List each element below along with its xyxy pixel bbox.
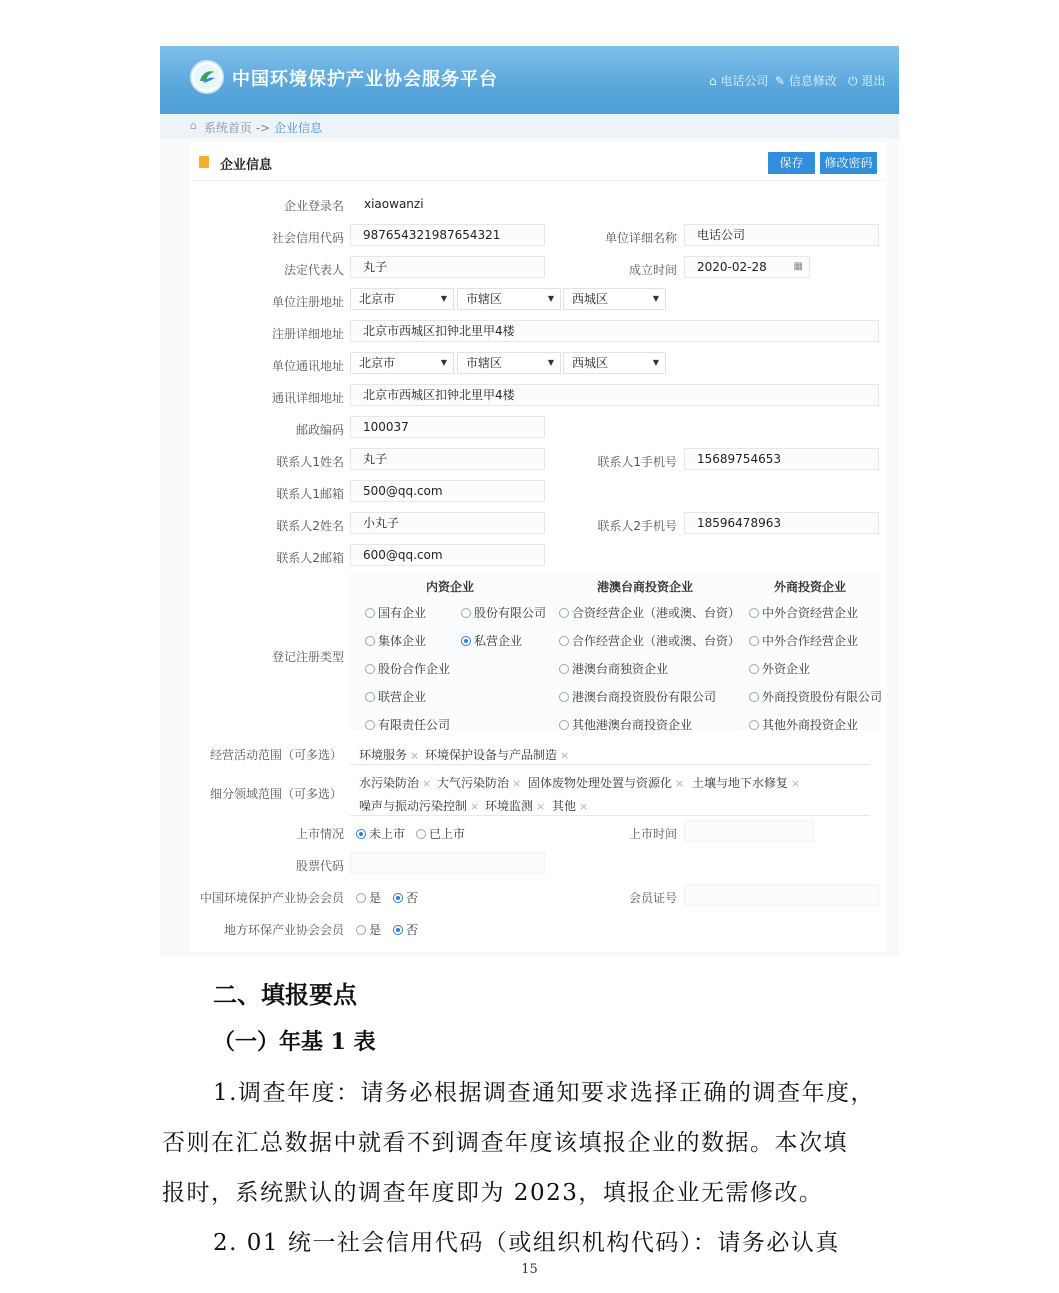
opt-label: 中外合资经营企业 — [762, 606, 859, 620]
opt-private[interactable] — [461, 632, 522, 649]
caret-down-icon: ▼ — [547, 294, 554, 303]
opt-label: 已上市 — [429, 827, 466, 841]
domain-tag[interactable] — [552, 797, 588, 814]
nav-company[interactable] — [709, 72, 768, 89]
domain-label: 细分领域范围（可多选） — [210, 787, 343, 801]
contact2-email-label: 联系人2邮箱 — [276, 551, 344, 565]
panel-header — [190, 142, 887, 181]
tag-label: 环境监测 — [485, 799, 534, 813]
founded-date-field[interactable] — [684, 256, 810, 278]
section-heading: 二、填报要点 — [213, 980, 357, 1009]
opt-label: 国有企业 — [378, 606, 427, 620]
divider — [350, 764, 870, 765]
opt-foreign-owned[interactable] — [749, 660, 810, 677]
reg-detail-field[interactable]: 北京市西城区扣钟北里甲4楼 — [350, 320, 879, 342]
member-cn-no-radio[interactable] — [393, 889, 418, 906]
founded-label: 成立时间 — [628, 263, 677, 277]
contact1-email-label: 联系人1邮箱 — [276, 487, 344, 501]
opt-label: 合作经营企业（港或澳、台资） — [572, 634, 741, 648]
header-banner — [160, 46, 899, 114]
power-icon: ⏻ — [848, 74, 858, 88]
scope-tag[interactable] — [425, 746, 569, 763]
opt-hmt-equity-jv[interactable] — [559, 604, 740, 621]
domain-tag[interactable] — [692, 774, 800, 791]
reg-detail-label: 注册详细地址 — [271, 327, 344, 341]
mail-province-select[interactable] — [350, 352, 454, 374]
opt-label: 有限责任公司 — [378, 718, 451, 732]
credit-code-label: 社会信用代码 — [271, 231, 344, 245]
tag-label: 环境服务 — [359, 748, 408, 762]
company-info-panel — [190, 142, 887, 952]
panel-title: 企业信息 — [220, 158, 273, 173]
site-title: 中国环境保护产业协会服务平台 — [232, 69, 498, 90]
contact1-phone-label: 联系人1手机号 — [597, 455, 677, 469]
domain-tag[interactable] — [485, 797, 545, 814]
mail-detail-label: 通讯详细地址 — [271, 391, 344, 405]
reg-city-select[interactable] — [457, 288, 561, 310]
listing-unlisted-radio[interactable] — [356, 825, 405, 842]
listing-label: 上市情况 — [295, 827, 344, 841]
opt-label: 集体企业 — [378, 634, 427, 648]
opt-label: 中外合作经营企业 — [762, 634, 859, 648]
contact2-phone-label: 联系人2手机号 — [597, 519, 677, 533]
group-domestic: 内资企业 — [425, 580, 474, 594]
caret-down-icon: ▼ — [440, 294, 447, 303]
opt-hmt-other[interactable] — [559, 716, 692, 733]
radio-icon — [365, 692, 375, 702]
opt-joint-venture[interactable] — [365, 688, 426, 705]
tag-label: 环境保护设备与产品制造 — [425, 748, 558, 762]
caret-down-icon: ▼ — [440, 358, 447, 367]
home-icon: ⌂ — [190, 119, 197, 132]
paragraph-line: 否则在汇总数据中就看不到调查年度该填报企业的数据。本次填 — [162, 1130, 848, 1156]
group-hmt: 港澳台商投资企业 — [596, 580, 693, 594]
radio-icon — [749, 664, 759, 674]
breadcrumb — [160, 114, 899, 138]
breadcrumb-current: 企业信息 — [274, 121, 323, 135]
opt-label: 否 — [406, 923, 419, 937]
nav-info-label: 信息修改 — [788, 74, 837, 88]
radio-icon — [749, 608, 759, 618]
edit-icon: ✎ — [775, 74, 786, 88]
radio-checked-icon — [356, 829, 366, 839]
contact1-name-label: 联系人1姓名 — [276, 455, 344, 469]
opt-collective[interactable] — [365, 632, 426, 649]
listing-time-label: 上市时间 — [628, 827, 677, 841]
radio-checked-icon — [393, 893, 403, 903]
login-name-label: 企业登录名 — [283, 199, 344, 213]
domain-tag[interactable] — [528, 774, 684, 791]
nav-logout[interactable] — [848, 72, 885, 89]
opt-foreign-stock[interactable] — [749, 688, 882, 705]
member-local-yes-radio[interactable] — [356, 921, 381, 938]
contact2-name-field[interactable]: 小丸子 — [350, 512, 545, 534]
radio-checked-icon — [461, 636, 471, 646]
opt-sino-foreign-equity[interactable] — [749, 604, 858, 621]
radio-icon — [559, 720, 569, 730]
radio-icon — [559, 608, 569, 618]
opt-hmt-coop-jv[interactable] — [559, 632, 740, 649]
opt-joint-stock-ltd[interactable] — [461, 604, 546, 621]
opt-hmt-sole[interactable] — [559, 660, 668, 677]
close-icon[interactable]: × — [675, 777, 685, 790]
breadcrumb-home[interactable]: 系统首页 — [204, 121, 253, 135]
mail-addr-label: 单位通讯地址 — [271, 359, 344, 373]
radio-icon — [749, 636, 759, 646]
platform-screenshot — [160, 46, 899, 956]
contact2-phone-field[interactable]: 18596478963 — [684, 512, 879, 534]
nav-company-label: 电话公司 — [720, 74, 769, 88]
opt-label: 外商投资股份有限公司 — [762, 690, 883, 704]
close-icon[interactable]: × — [512, 777, 522, 790]
radio-icon — [416, 829, 426, 839]
reg-type-label: 登记注册类型 — [271, 650, 344, 664]
member-cn-label: 中国环境保护产业协会会员 — [199, 891, 344, 905]
page-number: 15 — [521, 1262, 538, 1277]
opt-label: 合资经营企业（港或澳、台资） — [572, 606, 741, 620]
member-local-label: 地方环保产业协会会员 — [223, 923, 344, 937]
caret-down-icon: ▼ — [652, 294, 659, 303]
stock-code-field[interactable] — [350, 852, 545, 874]
member-cn-yes-radio[interactable] — [356, 889, 381, 906]
radio-icon — [749, 720, 759, 730]
contact1-email-field[interactable]: 500@qq.com — [350, 480, 545, 502]
reg-province-value: 北京市 — [359, 292, 396, 306]
paragraph-line: 报时，系统默认的调查年度即为 2023，填报企业无需修改。 — [162, 1180, 824, 1206]
radio-checked-icon — [393, 925, 403, 935]
group-foreign: 外商投资企业 — [773, 580, 846, 594]
opt-label: 股份有限公司 — [474, 606, 547, 620]
calendar-icon[interactable]: ▦ — [793, 261, 803, 272]
radio-icon — [356, 925, 366, 935]
nav-logout-label: 退出 — [861, 74, 886, 88]
radio-icon — [365, 664, 375, 674]
contact1-phone-field[interactable]: 15689754653 — [684, 448, 879, 470]
logo-icon — [190, 60, 224, 94]
close-icon[interactable]: × — [410, 749, 420, 762]
tag-label: 噪声与振动污染控制 — [359, 799, 468, 813]
domain-tag[interactable] — [359, 797, 479, 814]
tag-label: 水污染防治 — [359, 776, 420, 790]
unit-name-label: 单位详细名称 — [604, 231, 677, 245]
home-icon: ⌂ — [709, 74, 717, 88]
tag-label: 土壤与地下水修复 — [692, 776, 789, 790]
postcode-label: 邮政编码 — [295, 423, 344, 437]
tag-label: 大气污染防治 — [437, 776, 510, 790]
opt-label: 外资企业 — [762, 662, 811, 676]
change-password-button[interactable]: 修改密码 — [820, 152, 877, 174]
paragraph-line: 2. 01 统一社会信用代码（或组织机构代码）：请务必认真 — [213, 1230, 840, 1256]
radio-icon — [365, 720, 375, 730]
opt-limited-liability[interactable] — [365, 716, 450, 733]
mail-city-select[interactable] — [457, 352, 561, 374]
member-cert-label: 会员证号 — [628, 891, 677, 905]
domain-tag[interactable] — [359, 774, 431, 791]
opt-label: 其他港澳台商投资企业 — [572, 718, 693, 732]
caret-down-icon: ▼ — [652, 358, 659, 367]
radio-icon — [365, 636, 375, 646]
stock-code-label: 股票代码 — [295, 859, 344, 873]
radio-icon — [559, 692, 569, 702]
founded-date-value: 2020-02-28 — [697, 260, 767, 274]
paragraph-line: 1.调查年度：请务必根据调查通知要求选择正确的调查年度， — [213, 1080, 875, 1106]
contact1-name-field[interactable]: 丸子 — [350, 448, 545, 470]
reg-province-select[interactable] — [350, 288, 454, 310]
listing-time-field[interactable] — [684, 820, 814, 842]
credit-code-field[interactable]: 987654321987654321 — [350, 224, 545, 246]
tag-label: 其他 — [552, 799, 577, 813]
login-name-value: xiaowanzi — [364, 197, 424, 211]
tag-label: 固体废物处理处置与资源化 — [528, 776, 673, 790]
reg-district-value: 西城区 — [572, 292, 609, 306]
nav-info-edit[interactable] — [775, 72, 837, 89]
member-cert-field[interactable] — [684, 884, 879, 906]
scope-tag[interactable] — [359, 746, 419, 763]
reg-addr-label: 单位注册地址 — [271, 295, 344, 309]
opt-label: 未上市 — [369, 827, 406, 841]
opt-sino-foreign-coop[interactable] — [749, 632, 858, 649]
opt-label: 是 — [369, 891, 382, 905]
opt-label: 否 — [406, 891, 419, 905]
radio-icon — [365, 608, 375, 618]
close-icon[interactable]: × — [579, 800, 589, 813]
radio-icon — [749, 692, 759, 702]
radio-icon — [559, 636, 569, 646]
opt-hmt-stock[interactable] — [559, 688, 716, 705]
mail-detail-field[interactable]: 北京市西城区扣钟北里甲4楼 — [350, 384, 879, 406]
note-icon — [199, 156, 209, 168]
opt-label: 是 — [369, 923, 382, 937]
contact2-email-field[interactable]: 600@qq.com — [350, 544, 545, 566]
radio-icon — [559, 664, 569, 674]
unit-name-field[interactable]: 电话公司 — [684, 224, 879, 246]
radio-icon — [356, 893, 366, 903]
opt-foreign-other[interactable] — [749, 716, 858, 733]
legal-rep-field[interactable]: 丸子 — [350, 256, 545, 278]
opt-label: 私营企业 — [474, 634, 523, 648]
member-local-no-radio[interactable] — [393, 921, 418, 938]
domain-tag[interactable] — [437, 774, 521, 791]
reg-city-value: 市辖区 — [466, 292, 503, 306]
opt-state-owned[interactable] — [365, 604, 426, 621]
radio-icon — [461, 608, 471, 618]
contact2-name-label: 联系人2姓名 — [276, 519, 344, 533]
mail-district-value: 西城区 — [572, 356, 609, 370]
opt-label: 港澳台商独资企业 — [572, 662, 669, 676]
breadcrumb-text — [204, 119, 322, 136]
mail-city-value: 市辖区 — [466, 356, 503, 370]
scope-label: 经营活动范围（可多选） — [210, 748, 343, 762]
mail-province-value: 北京市 — [359, 356, 396, 370]
close-icon[interactable]: × — [560, 749, 570, 762]
breadcrumb-separator: -> — [255, 121, 271, 135]
opt-label: 其他外商投资企业 — [762, 718, 859, 732]
caret-down-icon: ▼ — [547, 358, 554, 367]
legal-rep-label: 法定代表人 — [283, 263, 344, 277]
close-icon[interactable]: × — [470, 800, 480, 813]
listing-listed-radio[interactable] — [416, 825, 465, 842]
opt-label: 股份合作企业 — [378, 662, 451, 676]
opt-label: 港澳台商投资股份有限公司 — [572, 690, 717, 704]
opt-joint-stock-coop[interactable] — [365, 660, 450, 677]
close-icon[interactable]: × — [791, 777, 801, 790]
mail-district-select[interactable] — [563, 352, 666, 374]
reg-district-select[interactable] — [563, 288, 666, 310]
save-button[interactable]: 保存 — [768, 152, 815, 174]
close-icon[interactable]: × — [422, 777, 432, 790]
subsection-heading: （一）年基 1 表 — [213, 1029, 376, 1055]
close-icon[interactable]: × — [536, 800, 546, 813]
postcode-field[interactable]: 100037 — [350, 416, 545, 438]
divider — [350, 815, 870, 816]
opt-label: 联营企业 — [378, 690, 427, 704]
